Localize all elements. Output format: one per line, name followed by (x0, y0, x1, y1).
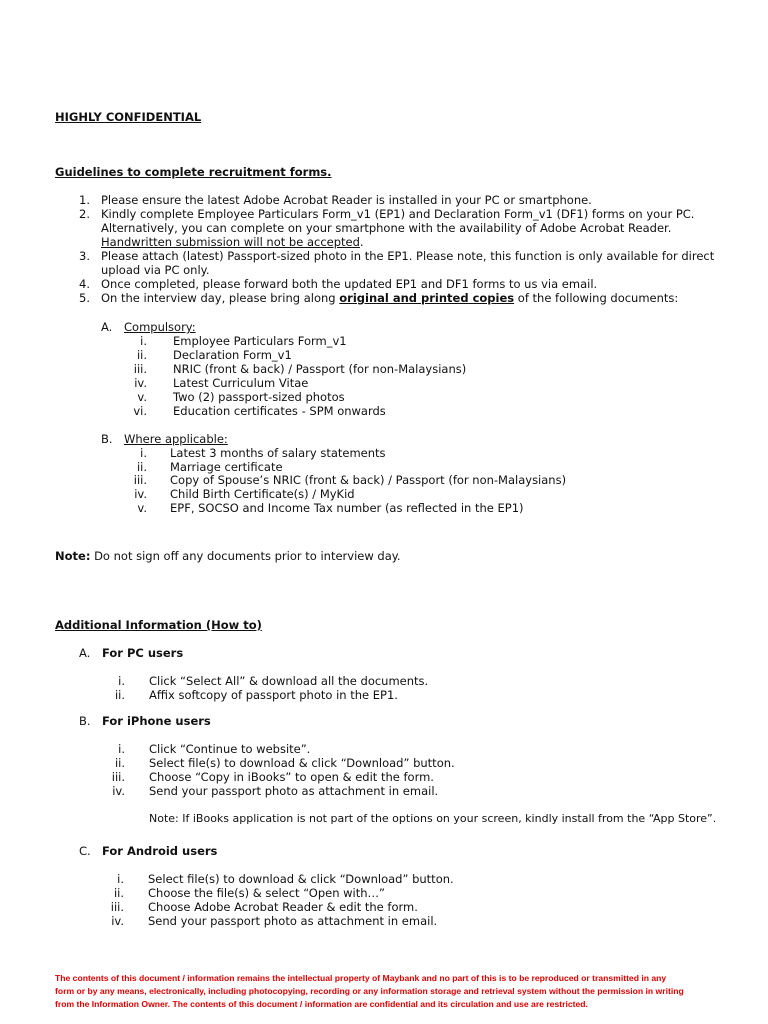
disclaimer-line: The contents of this document / information remains the intellectual property of Maybank and no part of this is to be reproduced or transmitted in any (55, 973, 667, 983)
guideline-text: Handwritten submission will not be accepted. (101, 235, 364, 249)
step-number: i. (117, 872, 124, 886)
note-label: Note: (55, 549, 91, 563)
list-number: ii. (136, 348, 147, 362)
step-number: iv. (111, 914, 124, 928)
list-item: Declaration Form_v1 (173, 348, 292, 362)
list-item: Latest Curriculum Vitae (173, 376, 309, 390)
list-number: vi. (133, 404, 147, 418)
section-letter: C. (79, 844, 91, 858)
guideline-number: 2. (79, 207, 90, 221)
step-text: Choose Adobe Acrobat Reader & edit the form. (148, 900, 418, 914)
step-text: Send your passport photo as attachment in email. (148, 914, 438, 928)
ibooks-note: Note: If iBooks application is not part of the options on your screen, kindly install from the “App Store”. (149, 812, 717, 825)
step-text: Click “Select All” & download all the documents. (149, 674, 429, 688)
step-number: ii. (113, 886, 124, 900)
section-letter: B. (79, 714, 91, 728)
pc-users-title: For PC users (102, 646, 184, 660)
list-item: Latest 3 months of salary statements (170, 446, 386, 460)
step-text: Choose the file(s) & select “Open with…” (148, 886, 385, 900)
confidentiality-disclaimer (55, 972, 735, 1011)
list-number: iii. (133, 473, 147, 487)
list-item: Child Birth Certificate(s) / MyKid (170, 487, 355, 501)
list-item: Employee Particulars Form_v1 (173, 334, 347, 348)
step-number: ii. (114, 688, 125, 702)
disclaimer-line: form or by any means, electronically, including photocopying, recording or any information storage and retrieval system without the permission in writing (55, 986, 684, 996)
list-item: Two (2) passport-sized photos (173, 390, 345, 404)
list-number: i. (140, 446, 147, 460)
list-number: v. (137, 390, 147, 404)
guideline-text: Kindly complete Employee Particulars Form_v1 (EP1) and Declaration Form_v1 (DF1) forms on your PC. (101, 207, 695, 221)
guideline-text: upload via PC only. (101, 263, 210, 277)
guideline-number: 3. (79, 249, 90, 263)
android-users-title: For Android users (102, 844, 218, 858)
section-letter: A. (79, 646, 91, 660)
list-item: Copy of Spouse’s NRIC (front & back) / Passport (for non-Malaysians) (170, 473, 567, 487)
step-text: Choose “Copy in iBooks” to open & edit the form. (149, 770, 434, 784)
compulsory-title: Compulsory: (124, 320, 196, 334)
step-number: iv. (112, 784, 125, 798)
step-number: i. (118, 742, 125, 756)
list-number: iv. (134, 487, 147, 501)
iphone-users-title: For iPhone users (102, 714, 211, 728)
list-item: NRIC (front & back) / Passport (for non-Malaysians) (173, 362, 467, 376)
list-item: Education certificates - SPM onwards (173, 404, 386, 418)
list-number: iii. (133, 362, 147, 376)
step-number: i. (118, 674, 125, 688)
additional-info-title: Additional Information (How to) (55, 618, 262, 632)
step-text: Send your passport photo as attachment in email. (149, 784, 439, 798)
list-number: i. (140, 334, 147, 348)
list-number: v. (137, 501, 147, 515)
guideline-number: 1. (79, 193, 90, 207)
step-text: Select file(s) to download & click “Download” button. (149, 756, 455, 770)
guideline-text: Alternatively, you can complete on your smartphone with the availability of Adobe Acrobat Reader. (101, 221, 672, 235)
list-item: Marriage certificate (170, 460, 283, 474)
step-text: Select file(s) to download & click “Download” button. (148, 872, 454, 886)
guideline-text: On the interview day, please bring along original and printed copies of the following documents: (101, 291, 679, 305)
confidential-heading: HIGHLY CONFIDENTIAL (55, 110, 202, 124)
list-letter: A. (101, 320, 113, 334)
list-letter: B. (101, 432, 113, 446)
guideline-number: 4. (79, 277, 90, 291)
original-copies-emphasis: original and printed copies (339, 291, 515, 305)
step-text: Affix softcopy of passport photo in the EP1. (149, 688, 398, 702)
guideline-text: Please attach (latest) Passport-sized photo in the EP1. Please note, this function is only available for direct (101, 249, 715, 263)
guidelines-title: Guidelines to complete recruitment forms. (55, 165, 332, 179)
guideline-text: Once completed, please forward both the updated EP1 and DF1 forms to us via email. (101, 277, 598, 291)
guideline-number: 5. (79, 291, 90, 305)
handwritten-warning: Handwritten submission will not be accepted (101, 235, 360, 249)
interview-note: Note: Do not sign off any documents prior to interview day. (55, 549, 401, 563)
list-item: EPF, SOCSO and Income Tax number (as reflected in the EP1) (170, 501, 524, 515)
list-number: iv. (134, 376, 147, 390)
applicable-title: Where applicable: (124, 432, 228, 446)
disclaimer-line: from the Information Owner. The contents of this document / information are confidential and its circulation and use are restricted. (55, 999, 588, 1009)
step-number: iii. (110, 900, 124, 914)
step-number: iii. (111, 770, 125, 784)
step-number: ii. (114, 756, 125, 770)
step-text: Click “Continue to website”. (149, 742, 311, 756)
guideline-text: Please ensure the latest Adobe Acrobat Reader is installed in your PC or smartphone. (101, 193, 592, 207)
list-number: ii. (136, 460, 147, 474)
